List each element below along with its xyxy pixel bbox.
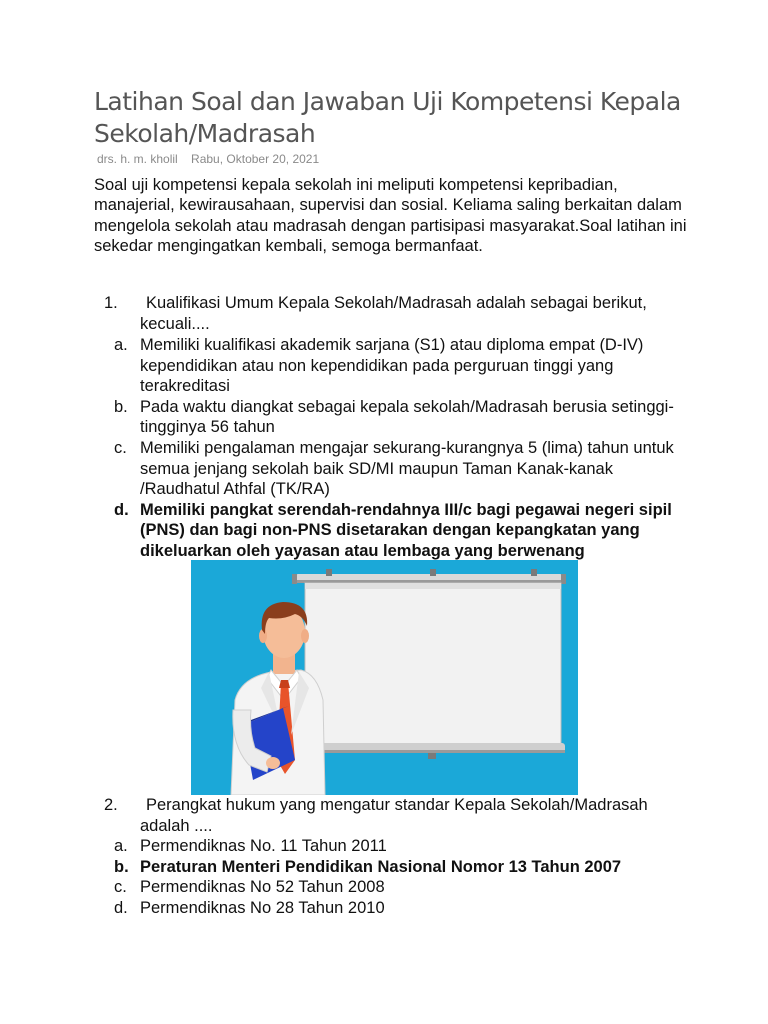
option-1b [114, 397, 684, 438]
option-text: Permendiknas No 28 Tahun 2010 [140, 898, 385, 917]
option-letter: b. [114, 857, 129, 876]
options-list-2 [114, 836, 684, 918]
option-letter: a. [114, 837, 128, 855]
option-2a [114, 836, 684, 857]
option-text: Memiliki pangkat serendah-rendahnya III/c bagi pegawai negeri sipil (PNS) dan bagi non-PNS disetarakan dengan kepangkatan yang dikeluarkan oleh yayasan atau lembaga yang berwenang [140, 500, 672, 560]
option-1d-correct [114, 500, 684, 562]
option-text: Memiliki pengalaman mengajar sekurang-kurangnya 5 (lima) tahun untuk semua jenjang sekolah baik SD/MI maupun Taman Kanak-kanak /Raudhatul Athfal (TK/RA) [140, 438, 674, 499]
option-letter: b. [114, 397, 128, 416]
hand [266, 757, 280, 769]
option-2d [114, 898, 684, 919]
option-text: Pada waktu diangkat sebagai kepala sekolah/Madrasah berusia setinggi-tingginya 56 tahun [140, 397, 674, 437]
option-text: Memiliki kualifikasi akademik sarjana (S1) atau diploma empat (D-IV) kependidikan atau non kependidikan pada perguruan tinggi yang terakreditasi [140, 336, 644, 396]
page-title: Latihan Soal dan Jawaban Uji Kompetensi Kepala Sekolah/Madrasah [94, 87, 681, 148]
question-number: 2. [104, 796, 118, 814]
teacher-presentation-illustration [191, 560, 578, 795]
option-text: Peraturan Menteri Pendidikan Nasional Nomor 13 Tahun 2007 [140, 857, 622, 876]
option-letter: d. [114, 500, 129, 519]
question-text: Kualifikasi Umum Kepala Sekolah/Madrasah adalah sebagai berikut, kecuali.... [140, 294, 647, 333]
screen-hook [326, 569, 332, 576]
question-text: Perangkat hukum yang mengatur standar Kepala Sekolah/Madrasah adalah .... [140, 796, 648, 835]
post-date: Rabu, Oktober 20, 2021 [191, 152, 320, 166]
question-2 [104, 795, 684, 836]
intro-paragraph: Soal uji kompetensi kepala sekolah ini meliputi kompetensi kepribadian, manajerial, kewirausahaan, supervisi dan sosial. Keliama saling berkaitan dalam mengelola sekolah atau madrasah dengan partisipasi masyarakat.Soal latihan ini sekedar mengingatkan kembali, semoga bermanfaat. [94, 176, 687, 256]
option-text: Permendiknas No. 11 Tahun 2011 [140, 837, 387, 855]
option-letter: c. [114, 878, 127, 897]
post-meta [97, 152, 329, 166]
option-2b-correct [114, 857, 684, 878]
option-1a [114, 335, 684, 397]
option-letter: a. [114, 336, 128, 354]
screen-hook [531, 569, 537, 576]
question-1 [104, 293, 684, 334]
screen-hook [430, 569, 436, 576]
option-letter: d. [114, 898, 128, 917]
option-1c [114, 438, 684, 500]
projector-screen [305, 583, 561, 745]
option-letter: c. [114, 438, 127, 457]
question-number: 1. [104, 294, 118, 312]
option-2c [114, 877, 684, 898]
author-link[interactable]: drs. h. m. kholil [97, 152, 178, 166]
option-text: Permendiknas No 52 Tahun 2008 [140, 878, 385, 897]
options-list-1 [114, 335, 684, 562]
